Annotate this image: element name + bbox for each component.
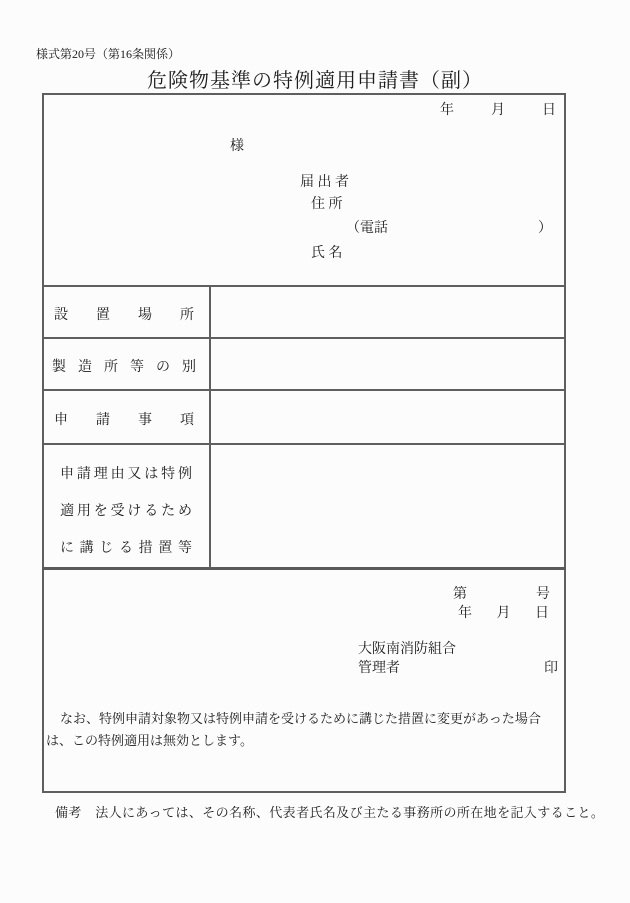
organization-name: 大阪南消防組合 [358,642,456,657]
administrator-label: 管理者 [358,661,400,676]
form-number-label: 様式第20号（第16条関係） [36,47,181,61]
seal-mark: 印 [544,661,558,676]
approval-date-line: 年 月 日 [458,606,549,621]
address-label: 住 所 [311,197,343,212]
header-date-line: 年 月 日 [440,103,556,118]
invalidation-note-line-2: は、この特例適用は無効とします。 [46,733,253,748]
name-label: 氏 名 [311,246,343,261]
invalidation-note-line-1: なお、特例申請対象物又は特例申請を受けるために講じた措置に変更があった場合 [60,711,541,726]
approval-number-line: 第 号 [453,587,550,602]
phone-close-paren: ） [538,221,552,236]
field-label-facility-type: 製造所等の別 [52,360,196,375]
page-title: 危険物基準の特例適用申請書（副） [147,70,483,92]
section-separator [42,567,566,570]
installation-location-value-cell [211,287,564,336]
field-label-application-items: 申請事項 [54,413,194,428]
field-label-application-reason-line-2: 適用を受けるため [60,504,192,519]
application-items-value-cell [211,391,564,442]
facility-type-value-cell [211,339,564,388]
application-reason-value-cell [211,445,564,566]
notifier-label: 届 出 者 [300,175,349,190]
field-label-application-reason-line-1: 申請理由又は特例 [60,467,192,482]
phone-label: （電話 [346,221,388,236]
field-label-installation-location: 設置場所 [54,308,194,323]
addressee-honorific: 様 [230,139,244,154]
footer-remark: 備考 法人にあっては、その名称、代表者氏名及び主たる事務所の所在地を記入すること。 [55,805,605,820]
field-label-application-reason-line-3: に講じる措置等 [60,541,192,556]
